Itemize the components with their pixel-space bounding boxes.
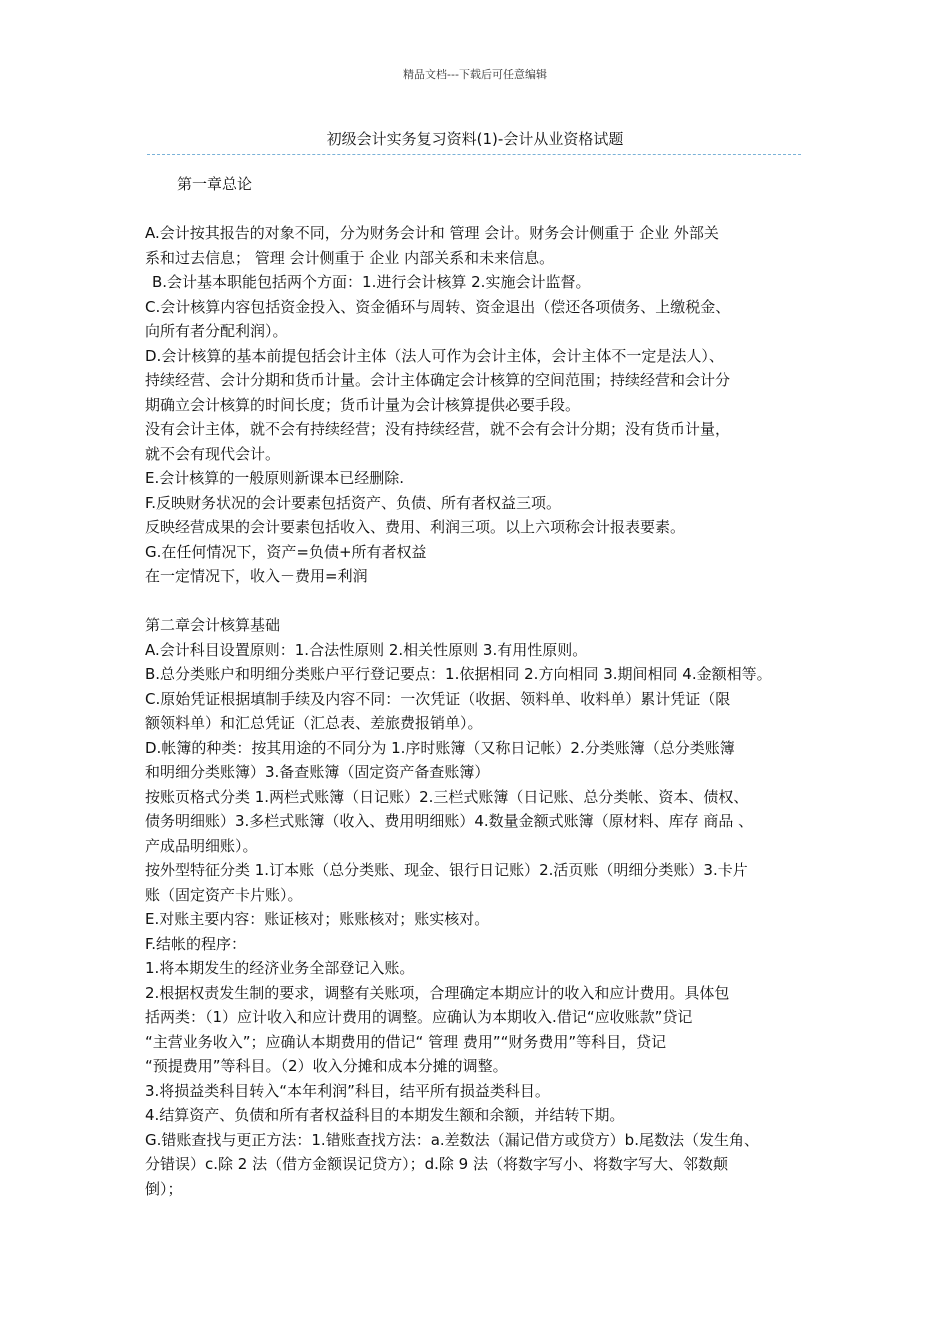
text-line: 在一定情况下，收入－费用=利润 [145,567,368,585]
text-line: 和明细分类账簿）3.备查账簿（固定资产备查账簿） [145,763,490,781]
text-line: 就不会有现代会计。 [145,444,281,463]
text-line: “预提费用”等科目。（2）收入分摊和成本分摊的调整。 [145,1057,508,1075]
text-line: E.对账主要内容：账证核对；账账核对；账实核对。 [145,910,490,928]
text-line: 分错误）c.除 2 法（借方金额误记贷方）；d.除 9 法（将数字写小、将数字写大、邻数颠 [145,1155,728,1173]
text-line: B.会计基本职能包括两个方面：1.进行会计核算 2.实施会计监督。 [152,273,591,291]
document-title: 初级会计实务复习资料(1)-会计从业资格试题 [326,130,624,148]
text-line: 账（固定资产卡片账）。 [145,885,303,904]
chapter-2-heading: 第二章会计核算基础 [145,616,281,634]
text-line: 1.将本期发生的经济业务全部登记入账。 [145,959,415,977]
text-line: 括两类：（1）应计收入和应计费用的调整。应确认为本期收入.借记“应收账款”贷记 [145,1008,693,1026]
text-line: F.反映财务状况的会计要素包括资产、负债、所有者权益三项。 [145,493,561,512]
text-line: 持续经营、会计分期和货币计量。会计主体确定会计核算的空间范围；持续经营和会计分 [145,371,731,389]
document-body [145,172,823,1201]
text-line: B.总分类账户和明细分类账户平行登记要点：1.依据相同 2.方向相同 3.期间相同 4.金额相等。 [145,665,772,683]
blank-line [145,197,823,222]
text-line: A.会计科目设置原则：1.合法性原则 2.相关性原则 3.有用性原则。 [145,640,588,659]
text-line: 向所有者分配利润）。 [145,322,288,340]
blank-line [145,589,823,614]
text-line: E.会计核算的一般原则新课本已经删除. [145,469,405,487]
text-line: 系和过去信息； 管理 会计侧重于 企业 内部关系和未来信息。 [145,248,555,267]
text-line: F.结帐的程序： [145,934,246,953]
text-line: 债务明细账）3.多栏式账簿（收入、费用明细账）4.数量金额式账簿（原材料、库存 商品 、 [145,812,754,830]
text-line: 4.结算资产、负债和所有者权益科目的本期发生额和余额，并结转下期。 [145,1106,625,1124]
text-line: G.在任何情况下，资产=负债+所有者权益 [145,542,427,561]
text-line: 没有会计主体，就不会有持续经营；没有持续经营，就不会有会计分期；没有货币计量， [145,420,731,438]
text-line: G.错账查找与更正方法：1.错账查找方法：a.差数法（漏记借方或贷方）b.尾数法（发生角、 [145,1130,759,1149]
text-line: D.会计核算的基本前提包括会计主体（法人可作为会计主体，会计主体不一定是法人）、 [145,346,724,365]
text-line: 按外型特征分类 1.订本账（总分类账、现金、银行日记账）2.活页账（明细分类账）3.卡片 [145,861,748,879]
text-line: “主营业务收入”；应确认本期费用的借记“ 管理 费用”“财务费用”等科目，贷记 [145,1032,667,1051]
text-line: 按账页格式分类 1.两栏式账簿（日记账）2.三栏式账簿（日记账、总分类帐、资本、债权、 [145,787,749,806]
dashed-divider [147,154,801,155]
text-line: C.会计核算内容包括资金投入、资金循环与周转、资金退出（偿还各项债务、上缴税金、 [145,297,731,316]
text-line: 反映经营成果的会计要素包括收入、费用、利润三项。以上六项称会计报表要素。 [145,518,686,536]
chapter-1-content [145,221,823,589]
chapter-1-heading: 第一章总论 [177,175,253,193]
text-line: 倒）； [145,1179,183,1198]
text-line: C.原始凭证根据填制手续及内容不同：一次凭证（收据、领料单、收料单）累计凭证（限 [145,689,731,708]
text-line: 2.根据权责发生制的要求，调整有关账项，合理确定本期应计的收入和应计费用。具体包 [145,983,730,1002]
text-line: 期确立会计核算的时间长度；货币计量为会计核算提供必要手段。 [145,395,581,414]
text-line: 额领料单）和汇总凭证（汇总表、差旅费报销单）。 [145,714,483,732]
header-note: 精品文档---下载后可任意编辑 [403,68,547,81]
text-line: 3.将损益类科目转入“本年利润”科目，结平所有损益类科目。 [145,1081,550,1100]
text-line: 产成品明细账）。 [145,836,258,855]
chapter-2-content [145,638,823,1202]
text-line: A.会计按其报告的对象不同，分为财务会计和 管理 会计。财务会计侧重于 企业 外部关 [145,224,719,242]
text-line: D.帐簿的种类：按其用途的不同分为 1.序时账簿（又称日记帐）2.分类账簿（总分类账簿 [145,738,735,757]
